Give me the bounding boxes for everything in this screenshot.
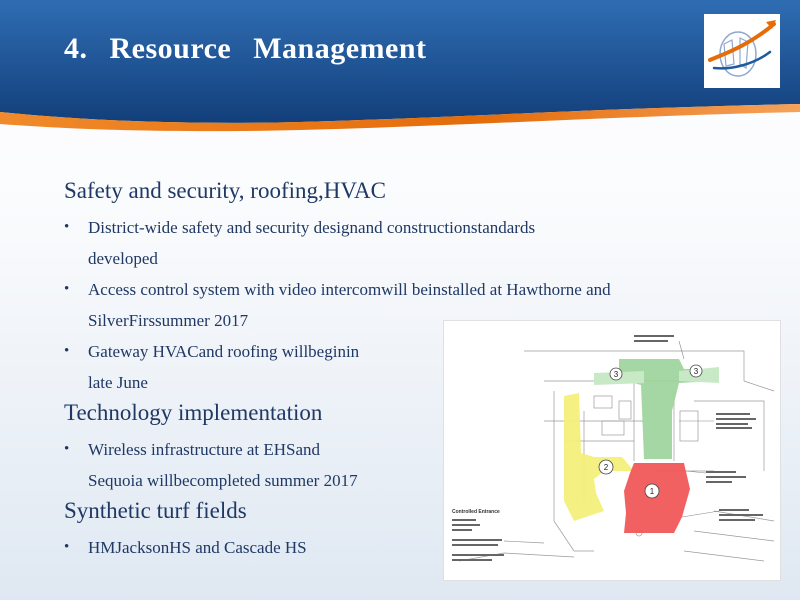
bullet-icon: • bbox=[64, 281, 70, 297]
bullet-line: Sequoia willbecompleted summer 2017 bbox=[88, 471, 358, 490]
bullet-item bbox=[64, 212, 744, 274]
bullet-icon: • bbox=[64, 219, 70, 235]
bullet-line: HMJacksonHS and Cascade HS bbox=[88, 538, 307, 557]
bullet-line: developed bbox=[88, 249, 158, 268]
bullet-line: Wireless infrastructure at EHSand bbox=[88, 440, 321, 459]
section-heading-safety: Safety and security, roofing,HVAC bbox=[64, 178, 386, 203]
bullet-icon: • bbox=[64, 343, 70, 359]
bullet-item bbox=[64, 336, 428, 398]
bullet-line: Gateway HVACand roofing willbeginin bbox=[88, 342, 360, 361]
floor-plan-drawing bbox=[444, 321, 780, 580]
floor-plan-legend-title: Controlled Entrance bbox=[452, 509, 500, 515]
zone-3-label-left: 3 bbox=[613, 370, 619, 379]
zone-3-label-right: 3 bbox=[693, 367, 699, 376]
bullet-icon: • bbox=[64, 539, 70, 555]
bullet-line: SilverFirssummer 2017 bbox=[88, 311, 249, 330]
section-heading-technology: Technology implementation bbox=[64, 400, 323, 425]
slide-header bbox=[0, 0, 800, 140]
zone-1-label: 1 bbox=[649, 487, 655, 496]
bullet-line: District-wide safety and security designand constructionstandards bbox=[88, 218, 536, 237]
section-heading-turf: Synthetic turf fields bbox=[64, 498, 247, 523]
bullet-item bbox=[64, 434, 428, 496]
bullet-icon: • bbox=[64, 441, 70, 457]
slide-title: 4. Resource Management bbox=[64, 32, 427, 65]
floor-plan-image bbox=[443, 320, 781, 581]
zone-2-label: 2 bbox=[603, 463, 609, 472]
bullet-item bbox=[64, 532, 428, 563]
logo bbox=[704, 14, 780, 88]
bullet-line: late June bbox=[88, 373, 148, 392]
globe-logo-icon bbox=[704, 14, 780, 88]
bullet-line: Access control system with video intercomwill beinstalled at Hawthorne and bbox=[88, 280, 611, 299]
header-wave-graphic bbox=[0, 0, 800, 140]
